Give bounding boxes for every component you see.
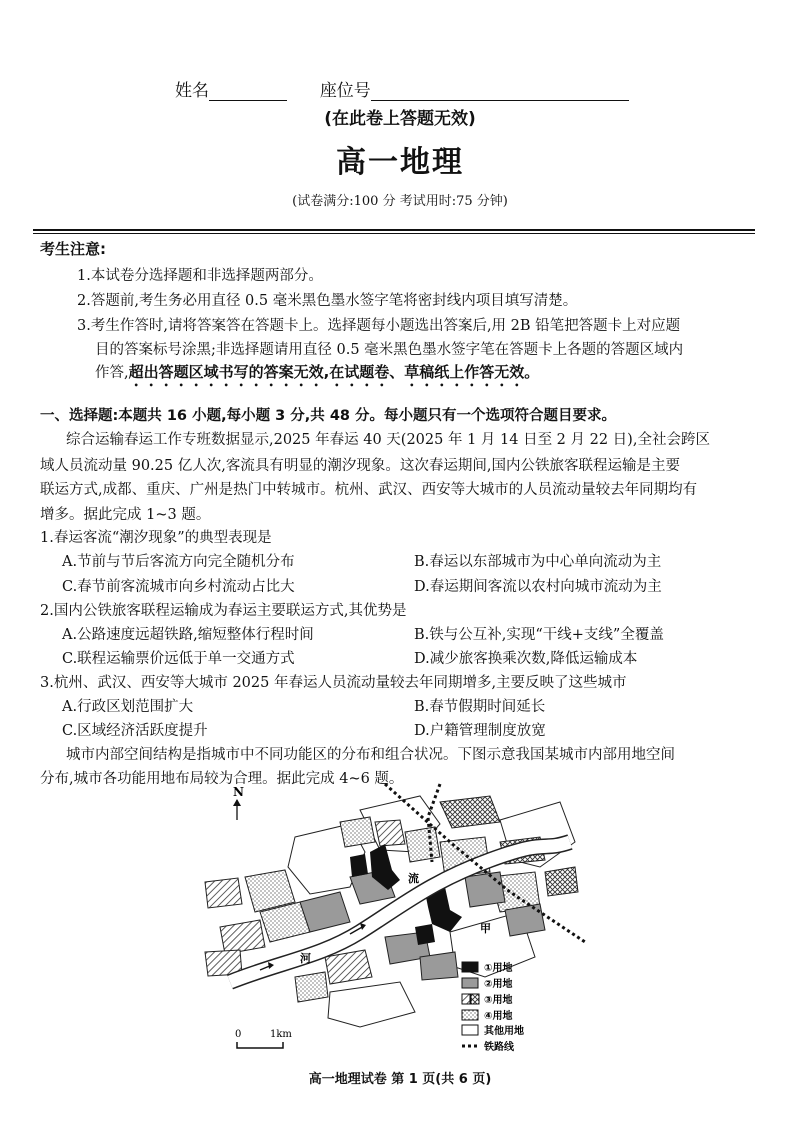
legend-item-4: ④用地 — [484, 1011, 513, 1022]
question-3-option-c[interactable]: C.区域经济活跃度提升 — [62, 723, 208, 739]
legend-item-2: ②用地 — [484, 979, 513, 990]
legend-swatch-2 — [462, 978, 478, 988]
name-label: 姓名 — [175, 81, 209, 101]
question-1-option-c[interactable]: C.春节前客流城市向乡村流动占比大 — [62, 579, 295, 595]
map-legend — [462, 961, 524, 1053]
question-3-option-a[interactable]: A.行政区划范围扩大 — [62, 699, 194, 715]
question-3-option-b[interactable]: B.春节假期时间延长 — [414, 699, 546, 715]
notice-item-1: 1.本试卷分选择题和非选择题两部分。 — [77, 268, 323, 284]
name-field — [175, 76, 629, 101]
city-land-use-map — [200, 782, 600, 1057]
notice-emphasis: 超出答题区域书写的答案无效,在试题卷、草稿纸上作答无效。 — [128, 363, 540, 381]
legend-item-6: 铁路线 — [484, 1042, 514, 1053]
scale-zero-label: 0 — [235, 1029, 242, 1040]
question-2-option-c[interactable]: C.联程运输票价远低于单一交通方式 — [62, 651, 295, 667]
question-1-option-a[interactable]: A.节前与节后客流方向完全随机分布 — [62, 554, 295, 570]
legend-swatch-5 — [462, 1025, 478, 1035]
question-2-option-d[interactable]: D.减少旅客换乘次数,降低运输成本 — [414, 651, 638, 667]
legend-item-1: ①用地 — [484, 963, 513, 974]
page-title: 高一地理 — [336, 145, 464, 180]
invalid-note: (在此卷上答题无效) — [324, 109, 476, 129]
passage2-line1: 城市内部空间结构是指城市中不同功能区的分布和组合状况。下图示意我国某城市内部用地空间 — [66, 747, 675, 763]
notice-item-3-line3 — [95, 361, 800, 390]
question-3-option-d[interactable]: D.户籍管理制度放宽 — [414, 723, 546, 739]
seat-label: 座位号 — [319, 81, 371, 101]
question-1-stem: 1.春运客流“潮汐现象”的典型表现是 — [40, 530, 272, 546]
seat-blank[interactable] — [371, 84, 629, 101]
question-3-stem: 3.杭州、武汉、西安等大城市 2025 年春运人员流动量较去年同期增多,主要反映了这些城市 — [40, 675, 627, 691]
legend-swatch-1 — [462, 962, 478, 972]
north-label: N — [233, 785, 244, 799]
passage1-line1: 综合运输春运工作专班数据显示,2025 年春运 40 天(2025 年 1 月 14 日至 2 月 22 日),全社会跨区 — [66, 432, 710, 448]
legend-swatch-4 — [462, 1010, 478, 1020]
header-rule-thin — [33, 233, 755, 234]
passage1-line3: 联运方式,成都、重庆、广州是热门中转城市。杭州、武汉、西安等大城市的人员流动量较去年同期均有 — [40, 482, 698, 498]
scale-bar — [237, 1042, 283, 1048]
question-2-option-b[interactable]: B.铁与公互补,实现“干线+支线”全覆盖 — [414, 627, 664, 643]
legend-item-5: 其他用地 — [484, 1026, 524, 1037]
passage1-line2: 域人员流动量 90.25 亿人次,客流具有明显的潮汐现象。这次春运期间,国内公铁旅客联程运输是主要 — [40, 458, 680, 474]
place-jia-label: 甲 — [480, 922, 491, 935]
notice-item-3-line2: 目的答案标号涂黑;非选择题请用直径 0.5 毫米黑色墨水签字笔在答题卡上各题的答题区域内 — [95, 342, 684, 358]
legend-swatch-3b — [471, 994, 479, 1004]
question-2-stem: 2.国内公铁旅客联程运输成为春运主要联运方式,其优势是 — [40, 603, 407, 619]
question-1-option-b[interactable]: B.春运以东部城市为中心单向流动为主 — [414, 554, 662, 570]
notice-item-3-line1: 3.考生作答时,请将答案答在答题卡上。选择题每小题选出答案后,用 2B 铅笔把答题卡上对应题 — [77, 318, 681, 334]
river-label-1: 流 — [408, 872, 419, 885]
river-label-2: 河 — [300, 952, 311, 965]
question-1-option-d[interactable]: D.春运期间客流以农村向城市流动为主 — [414, 579, 662, 595]
legend-item-3: ③用地 — [484, 995, 513, 1006]
passage2-line2: 分布,城市各功能用地布局较为合理。据此完成 4~6 题。 — [40, 771, 404, 787]
name-blank[interactable] — [209, 84, 287, 101]
header-rule-thick — [33, 229, 755, 231]
passage1-line4: 增多。据此完成 1~3 题。 — [40, 507, 211, 523]
scale-km-label: 1km — [270, 1029, 292, 1040]
notice-heading: 考生注意: — [40, 240, 106, 258]
section1-heading: 一、选择题:本题共 16 小题,每小题 3 分,共 48 分。每小题只有一个选项符合题目要求。 — [40, 408, 617, 424]
question-2-option-a[interactable]: A.公路速度远超铁路,缩短整体行程时间 — [62, 627, 314, 643]
notice-item-3-line3-start: 作答, — [95, 365, 129, 381]
legend-swatch-3a — [462, 994, 470, 1004]
page-footer: 高一地理试卷 第 1 页(共 6 页) — [308, 1072, 492, 1087]
notice-item-2: 2.答题前,考生务必用直径 0.5 毫米黑色墨水签字笔将密封线内项目填写清楚。 — [77, 293, 578, 309]
north-arrowhead-icon — [233, 799, 241, 806]
exam-info: (试卷满分:100 分 考试用时:75 分钟) — [292, 194, 508, 209]
